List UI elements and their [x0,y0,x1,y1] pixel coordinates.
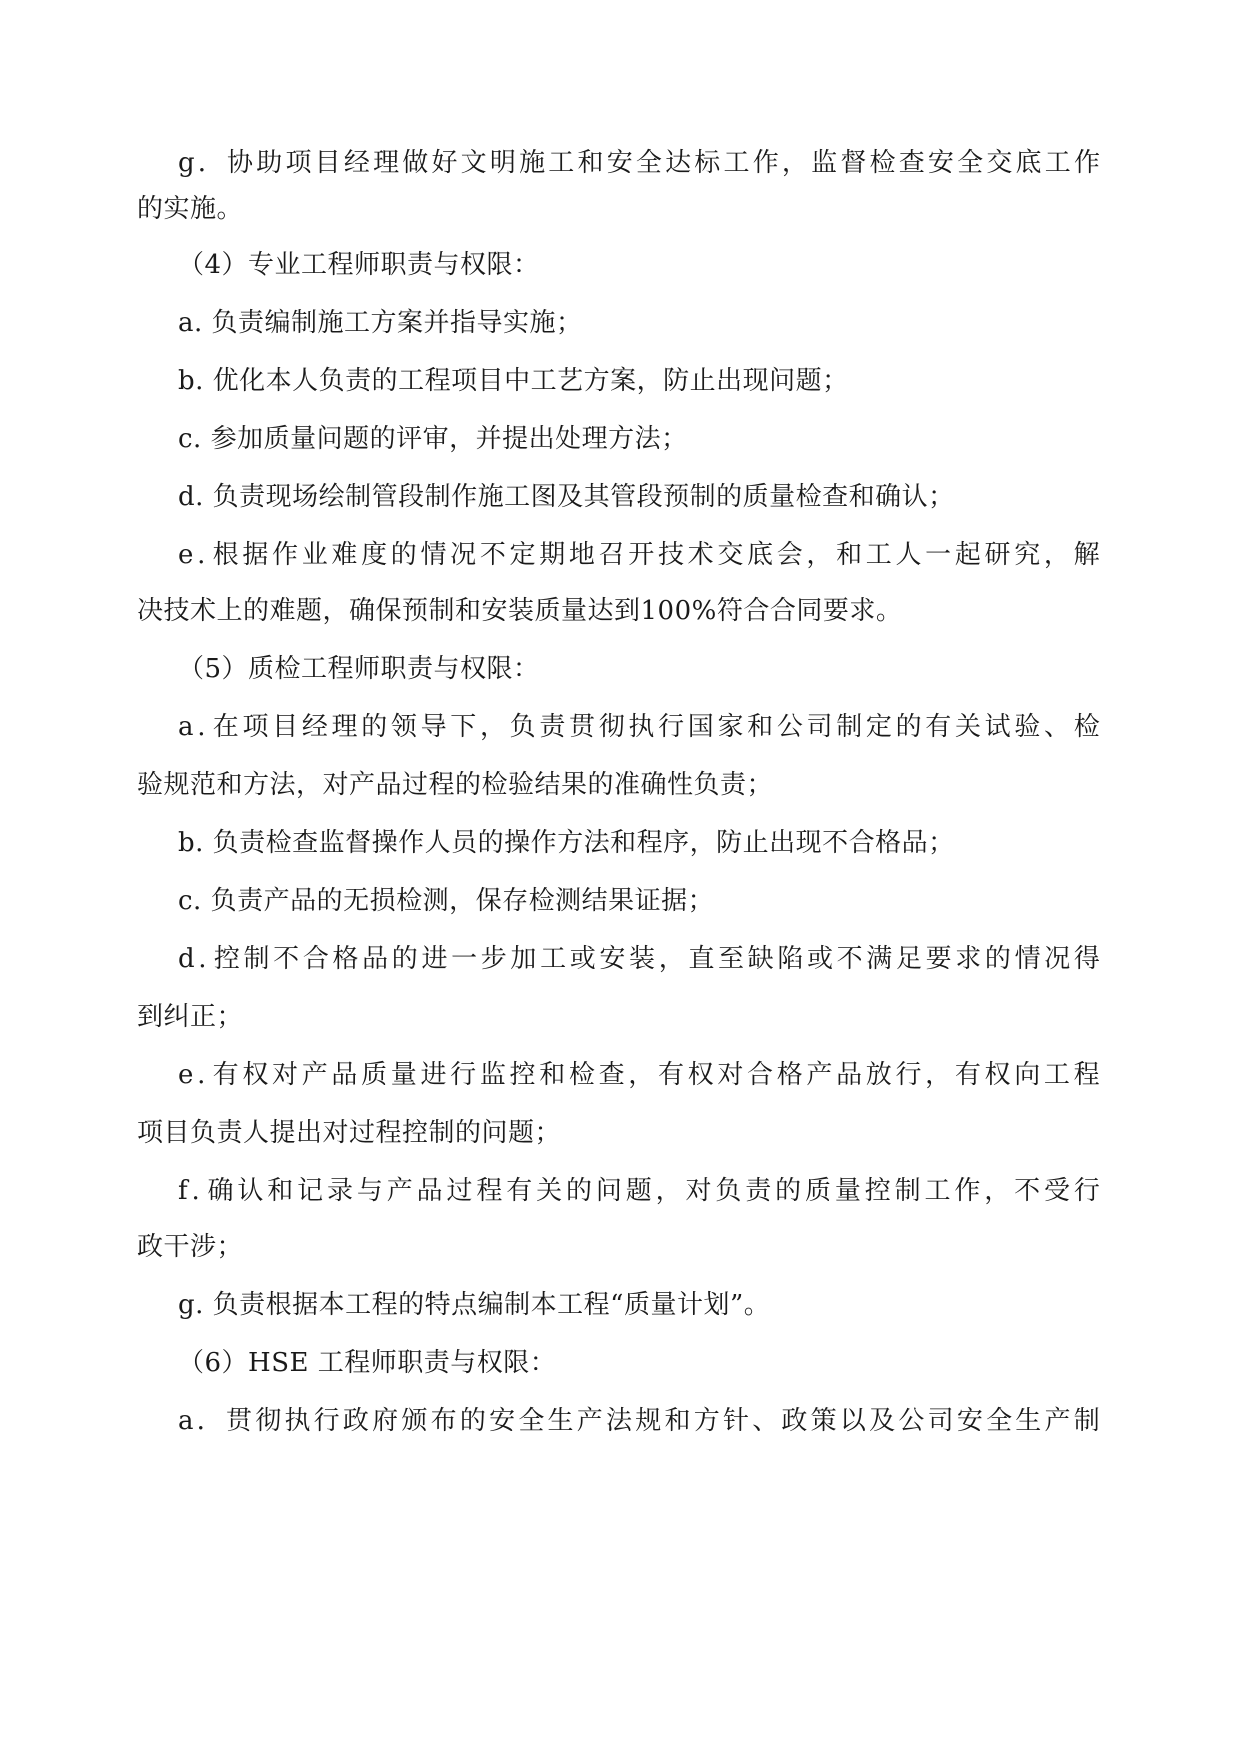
section-heading: （4）专业工程师职责与权限： [178,250,540,280]
list-item-continuation: 政干涉； [137,1232,244,1262]
text-line: g ． 协 助 项 目 经 理 做 好 文 明 施 工 和 安 全 达 标 工 作 ， 监 督 检 查 安 全 交 底 工 作 [178,148,1100,178]
text-line: 的实施。 [137,194,244,224]
section-heading: （5）质检工程师职责与权限： [178,654,540,684]
list-item: a ． 贯 彻 执 行 政 府 颁 布 的 安 全 生 产 法 规 和 方 针 、 政 策 以 及 公 司 安 全 生 产 制 [178,1406,1100,1436]
list-item: c. 负责产品的无损检测，保存检测结果证据； [178,886,715,916]
list-item: f . 确 认 和 记 录 与 产 品 过 程 有 关 的 问 题 ， 对 负 责 的 质 量 控 制 工 作 ， 不 受 行 [178,1176,1100,1206]
list-item: b. 负责检查监督操作人员的操作方法和程序，防止出现不合格品； [178,828,955,858]
list-item: d . 控 制 不 合 格 品 的 进 一 步 加 工 或 安 装 ， 直 至 缺 陷 或 不 满 足 要 求 的 情 况 得 [178,944,1100,974]
section-heading: （6）HSE 工程师职责与权限： [178,1348,557,1378]
list-item-continuation: 验规范和方法，对产品过程的检验结果的准确性负责； [137,770,774,800]
list-item-continuation: 项目负责人提出对过程控制的问题； [137,1118,562,1148]
list-item-continuation: 决技术上的难题，确保预制和安装质量达到100%符合合同要求。 [137,596,903,626]
list-item: d. 负责现场绘制管段制作施工图及其管段预制的质量检查和确认； [178,482,955,512]
list-item: g. 负责根据本工程的特点编制本工程“质量计划”。 [178,1290,771,1320]
list-item-continuation: 到纠正； [137,1002,244,1032]
list-item: c. 参加质量问题的评审，并提出处理方法； [178,424,688,454]
list-item: b. 优化本人负责的工程项目中工艺方案，防止出现问题； [178,366,849,396]
list-item: e . 有 权 对 产 品 质 量 进 行 监 控 和 检 查 ， 有 权 对 合 格 产 品 放 行 ， 有 权 向 工 程 [178,1060,1100,1090]
list-item: a . 在 项 目 经 理 的 领 导 下 ， 负 责 贯 彻 执 行 国 家 和 公 司 制 定 的 有 关 试 验 、 检 [178,712,1100,742]
list-item: e . 根 据 作 业 难 度 的 情 况 不 定 期 地 召 开 技 术 交 底 会 ， 和 工 人 一 起 研 究 ， 解 [178,540,1100,570]
list-item: a. 负责编制施工方案并指导实施； [178,308,583,338]
